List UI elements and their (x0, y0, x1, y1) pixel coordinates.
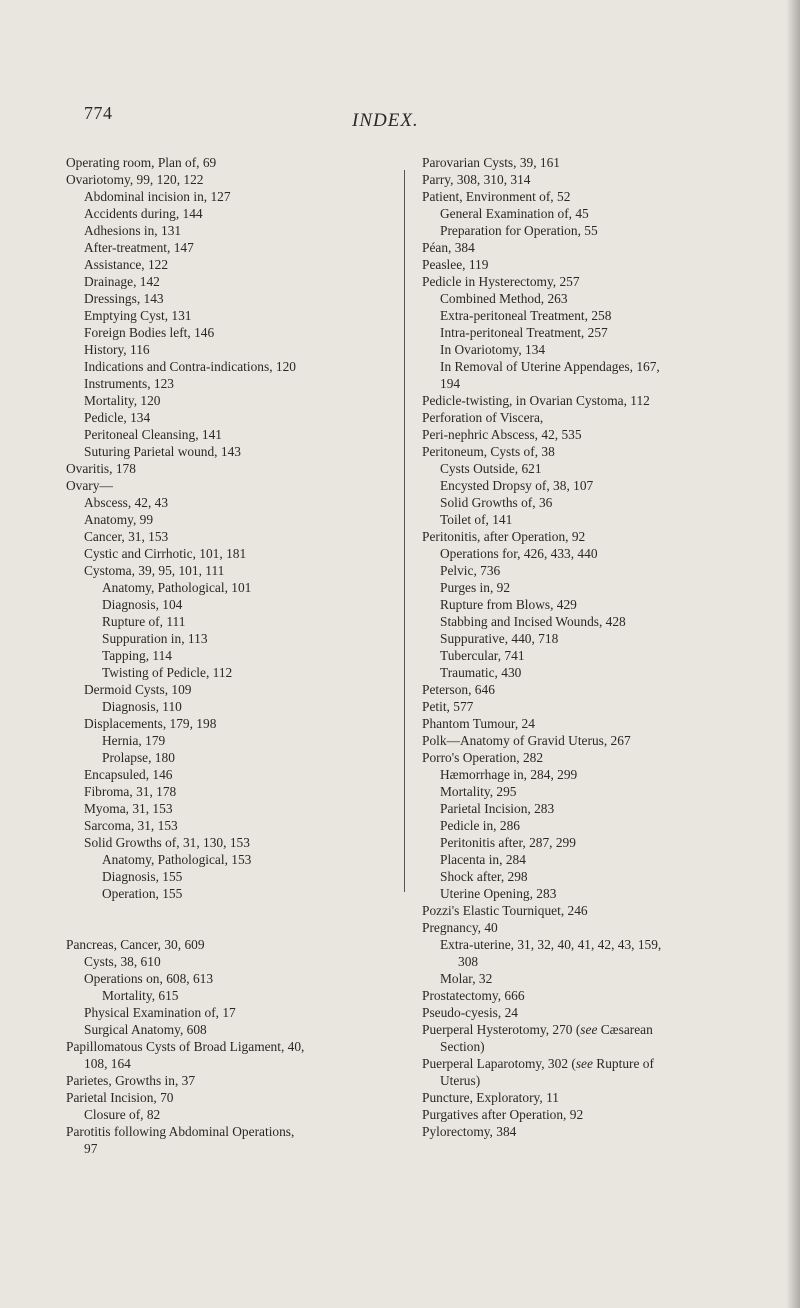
index-subentry: Toilet of, 141 (440, 512, 513, 527)
index-subentry: Hernia, 179 (102, 733, 166, 748)
index-subentry: Molar, 32 (440, 971, 493, 986)
index-subentry: Preparation for Operation, 55 (440, 223, 598, 238)
index-subentry: Surgical Anatomy, 608 (84, 1022, 207, 1037)
index-heading: Ovariotomy, 99, 120, 122 (66, 172, 204, 187)
index-subentry: In Ovariotomy, 134 (440, 342, 546, 357)
index-subentry: Foreign Bodies left, 146 (84, 325, 215, 340)
index-heading: Parotitis following Abdominal Operations, (66, 1124, 295, 1139)
index-heading: Parietes, Growths in, 37 (66, 1073, 196, 1088)
index-subentry: Anatomy, Pathological, 153 (102, 852, 252, 867)
index-subentry: Solid Growths of, 36 (440, 495, 553, 510)
index-subentry: Diagnosis, 110 (102, 699, 182, 714)
index-heading: Prostatectomy, 666 (422, 988, 525, 1003)
index-subentry: Abscess, 42, 43 (84, 495, 169, 510)
index-heading: Peterson, 646 (422, 682, 495, 697)
index-heading: Polk—Anatomy of Gravid Uterus, 267 (422, 733, 631, 748)
index-subentry: Accidents during, 144 (84, 206, 203, 221)
page-number: 774 (84, 103, 113, 123)
index-subentry: Placenta in, 284 (440, 852, 526, 867)
index-subentry: Drainage, 142 (84, 274, 160, 289)
index-subentry: 194 (440, 376, 461, 391)
index-heading: Puerperal Hysterotomy, 270 (see Cæsarean (422, 1022, 653, 1037)
index-subentry: Dressings, 143 (84, 291, 164, 306)
index-heading: Pedicle in Hysterectomy, 257 (422, 274, 580, 289)
index-subentry: Peritonitis after, 287, 299 (440, 835, 576, 850)
index-subentry: Anatomy, 99 (84, 512, 154, 527)
index-subentry: Cancer, 31, 153 (84, 529, 169, 544)
index-heading: Pedicle-twisting, in Ovarian Cystoma, 112 (422, 393, 650, 408)
index-subentry: Operation, 155 (102, 886, 183, 901)
index-subentry: Hæmorrhage in, 284, 299 (440, 767, 578, 782)
index-subentry: Tubercular, 741 (440, 648, 525, 663)
index-heading: Péan, 384 (422, 240, 475, 255)
index-heading: Pregnancy, 40 (422, 920, 498, 935)
index-subentry: Suturing Parietal wound, 143 (84, 444, 241, 459)
index-subentry: Dermoid Cysts, 109 (84, 682, 192, 697)
index-subentry: Fibroma, 31, 178 (84, 784, 177, 799)
index-subentry: History, 116 (84, 342, 150, 357)
index-subentry: Instruments, 123 (84, 376, 175, 391)
index-subentry: Prolapse, 180 (102, 750, 175, 765)
index-column-left (66, 154, 396, 1157)
index-subentry: Emptying Cyst, 131 (84, 308, 192, 323)
index-subentry: Diagnosis, 104 (102, 597, 183, 612)
index-subentry: Adhesions in, 131 (84, 223, 182, 238)
index-subentry: Suppurative, 440, 718 (440, 631, 559, 646)
index-heading: Peri-nephric Abscess, 42, 535 (422, 427, 582, 442)
index-subentry: Intra-peritoneal Treatment, 257 (440, 325, 608, 340)
index-subentry: Traumatic, 430 (440, 665, 522, 680)
index-heading: Ovaritis, 178 (66, 461, 136, 476)
section-gap (66, 902, 396, 936)
index-subentry: Anatomy, Pathological, 101 (102, 580, 252, 595)
index-heading: Purgatives after Operation, 92 (422, 1107, 584, 1122)
index-subentry: Rupture of, 111 (102, 614, 186, 629)
index-heading: Operating room, Plan of, 69 (66, 155, 217, 170)
page-edge-shadow (786, 0, 800, 1308)
index-heading: Pancreas, Cancer, 30, 609 (66, 937, 205, 952)
index-subentry: Extra-uterine, 31, 32, 40, 41, 42, 43, 159, (440, 937, 662, 952)
index-subentry: Pelvic, 736 (440, 563, 501, 578)
index-heading: Puncture, Exploratory, 11 (422, 1090, 559, 1105)
index-subentry: Solid Growths of, 31, 130, 153 (84, 835, 250, 850)
index-subentry: Cysts, 38, 610 (84, 954, 161, 969)
index-subentry: Shock after, 298 (440, 869, 528, 884)
column-divider (404, 170, 405, 892)
index-subentry: Suppuration in, 113 (102, 631, 208, 646)
index-heading: Puerperal Laparotomy, 302 (see Rupture of (422, 1056, 654, 1071)
index-subentry: Stabbing and Incised Wounds, 428 (440, 614, 626, 629)
index-subentry: Mortality, 295 (440, 784, 517, 799)
index-heading: Papillomatous Cysts of Broad Ligament, 40, (66, 1039, 305, 1054)
index-subentry: Myoma, 31, 153 (84, 801, 173, 816)
index-subentry: In Removal of Uterine Appendages, 167, (440, 359, 660, 374)
index-heading: Porro's Operation, 282 (422, 750, 544, 765)
index-subentry: Closure of, 82 (84, 1107, 161, 1122)
index-subentry: Peritoneal Cleansing, 141 (84, 427, 222, 442)
index-subentry: Uterine Opening, 283 (440, 886, 557, 901)
index-subentry: Section) (440, 1039, 485, 1054)
index-subentry: Physical Examination of, 17 (84, 1005, 236, 1020)
index-subentry: Operations for, 426, 433, 440 (440, 546, 598, 561)
index-subentry: Cystoma, 39, 95, 101, 111 (84, 563, 225, 578)
index-subentry: General Examination of, 45 (440, 206, 589, 221)
index-subentry: Abdominal incision in, 127 (84, 189, 231, 204)
index-subentry: Encysted Dropsy of, 38, 107 (440, 478, 594, 493)
index-subentry: Twisting of Pedicle, 112 (102, 665, 233, 680)
index-heading: Parovarian Cysts, 39, 161 (422, 155, 560, 170)
index-column-right (422, 154, 752, 1140)
index-subentry: 97 (84, 1141, 98, 1156)
index-subentry: Pedicle, 134 (84, 410, 151, 425)
index-heading: Parietal Incision, 70 (66, 1090, 174, 1105)
index-heading: Perforation of Viscera, (422, 410, 544, 425)
index-heading: Peritonitis, after Operation, 92 (422, 529, 586, 544)
index-subentry: Cystic and Cirrhotic, 101, 181 (84, 546, 247, 561)
index-subentry: After-treatment, 147 (84, 240, 194, 255)
index-subentry: Rupture from Blows, 429 (440, 597, 577, 612)
index-subentry: Operations on, 608, 613 (84, 971, 214, 986)
index-subentry: Pedicle in, 286 (440, 818, 520, 833)
running-head: INDEX. (352, 110, 419, 131)
index-heading: Peritoneum, Cysts of, 38 (422, 444, 555, 459)
index-subentry: Diagnosis, 155 (102, 869, 183, 884)
index-heading: Ovary— (66, 478, 113, 493)
index-subentry: Parietal Incision, 283 (440, 801, 555, 816)
index-heading: Pylorectomy, 384 (422, 1124, 517, 1139)
index-subentry: Cysts Outside, 621 (440, 461, 542, 476)
index-subentry: Uterus) (440, 1073, 481, 1088)
index-subentry: Displacements, 179, 198 (84, 716, 217, 731)
index-heading: Pseudo-cyesis, 24 (422, 1005, 518, 1020)
index-heading: Parry, 308, 310, 314 (422, 172, 531, 187)
index-subentry: Indications and Contra-indications, 120 (84, 359, 296, 374)
index-subentry: Purges in, 92 (440, 580, 511, 595)
index-subentry: Tapping, 114 (102, 648, 172, 663)
index-heading: Peaslee, 119 (422, 257, 489, 272)
index-subentry: Assistance, 122 (84, 257, 169, 272)
index-subentry: Encapsuled, 146 (84, 767, 173, 782)
index-heading: Pozzi's Elastic Tourniquet, 246 (422, 903, 588, 918)
index-subentry: Mortality, 615 (102, 988, 179, 1003)
index-subentry: 108, 164 (84, 1056, 131, 1071)
index-heading: Petit, 577 (422, 699, 474, 714)
index-subentry: Combined Method, 263 (440, 291, 568, 306)
index-subentry: 308 (458, 954, 479, 969)
index-subentry: Mortality, 120 (84, 393, 161, 408)
index-subentry: Extra-peritoneal Treatment, 258 (440, 308, 612, 323)
index-heading: Patient, Environment of, 52 (422, 189, 571, 204)
index-heading: Phantom Tumour, 24 (422, 716, 535, 731)
index-subentry: Sarcoma, 31, 153 (84, 818, 178, 833)
